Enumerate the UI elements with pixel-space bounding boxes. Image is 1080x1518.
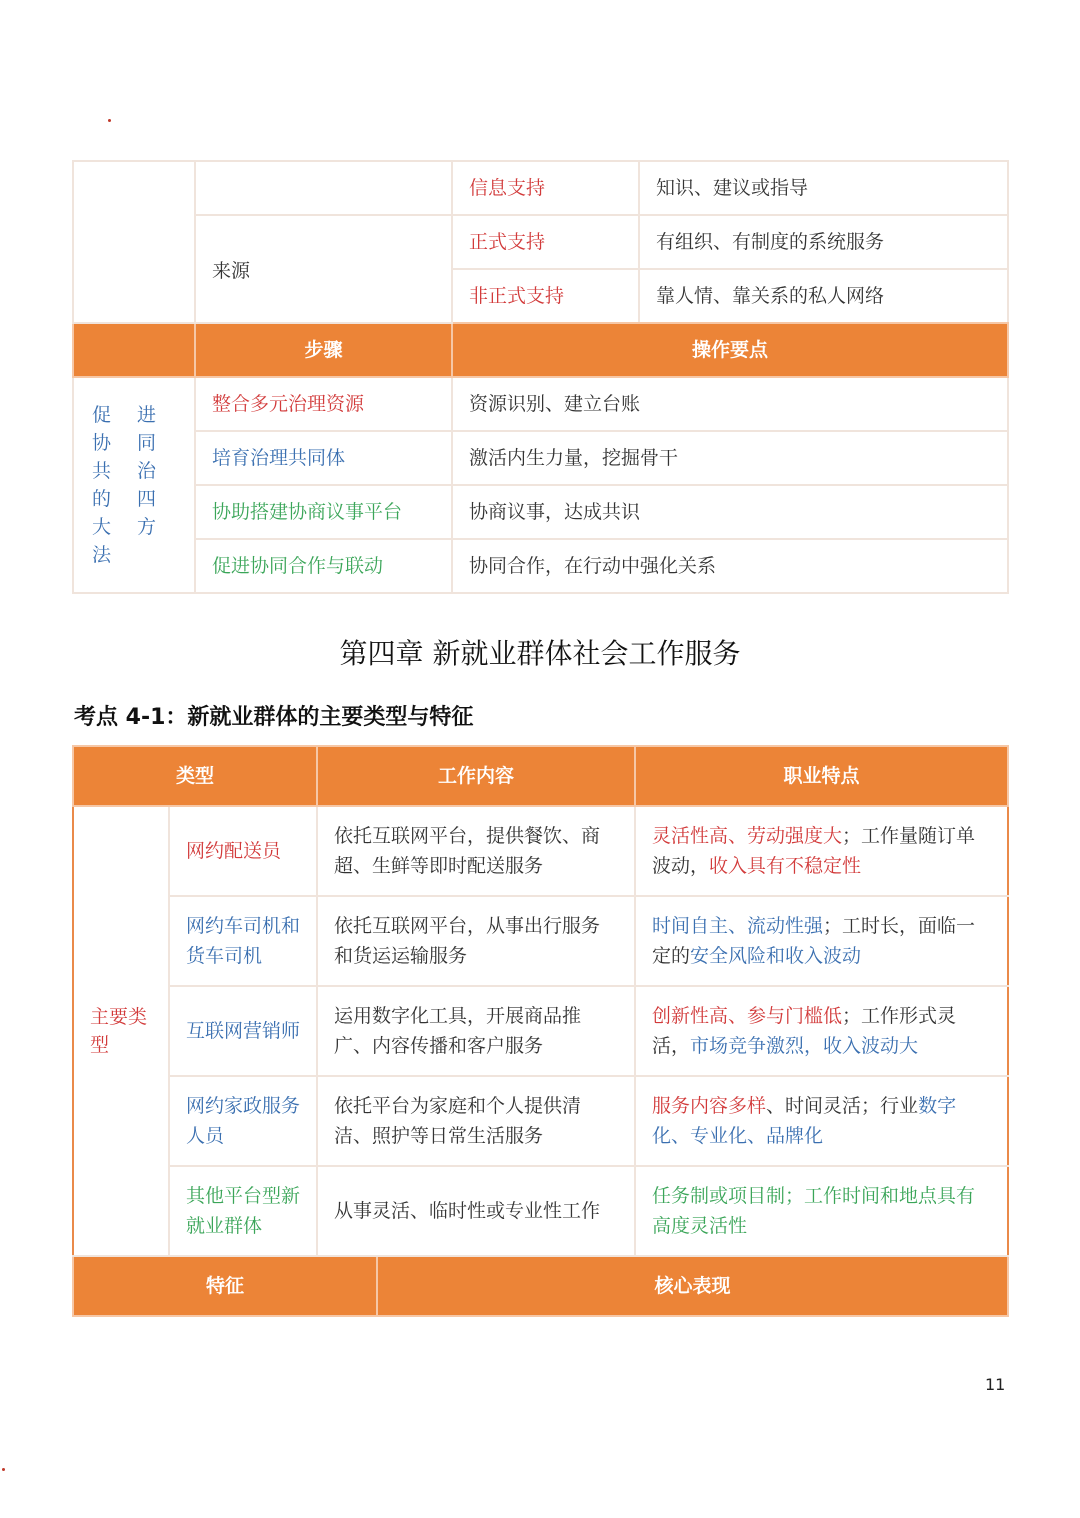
type-feature (635, 896, 1008, 986)
feature-part: ；工作形式灵活， (652, 1005, 957, 1057)
feature-part: 时间自主、流动性强 (652, 915, 824, 937)
group-label: 主要类型 (73, 806, 169, 1256)
feature-part: 市场竞争激烈，收入波动大 (690, 1035, 919, 1057)
feature-part: 数字化、专业化、品牌化 (652, 1095, 957, 1147)
blank-cell (195, 161, 452, 215)
type-content: 依托平台为家庭和个人提供清洁、照护等日常生活服务 (317, 1076, 635, 1166)
decor-dot (108, 119, 111, 122)
support-methods-table (72, 160, 1009, 594)
type-content: 运用数字化工具，开展商品推广、内容传播和客户服务 (317, 986, 635, 1076)
feature-part: 任务制或项目制；工作时间和地点具有高度灵活性 (652, 1185, 976, 1237)
source-label: 来源 (195, 215, 452, 323)
type-name: 网约车司机和货车司机 (169, 896, 317, 986)
new-employment-table (72, 745, 1009, 1317)
type-feature (635, 986, 1008, 1076)
type-feature (635, 1166, 1008, 1256)
type-content: 依托互联网平台，从事出行服务和货运运输服务 (317, 896, 635, 986)
header-points: 操作要点 (452, 323, 1008, 377)
feature-part: ；工时长，面临一定的 (652, 915, 976, 967)
support-type: 非正式支持 (452, 269, 639, 323)
type-feature (635, 806, 1008, 896)
type-name: 其他平台型新就业群体 (169, 1166, 317, 1256)
header-type: 类型 (73, 746, 317, 806)
support-type: 正式支持 (452, 215, 639, 269)
support-desc: 知识、建议或指导 (639, 161, 1008, 215)
blank-cell (73, 161, 195, 323)
feature-part: 、时间灵活；行业 (766, 1095, 919, 1117)
header-feature: 职业特点 (635, 746, 1008, 806)
method-point: 协同合作，在行动中强化关系 (452, 539, 1008, 593)
header-blank (73, 323, 195, 377)
method-point: 激活内生力量，挖掘骨干 (452, 431, 1008, 485)
method-step: 培育治理共同体 (195, 431, 452, 485)
decor-dot (2, 1468, 5, 1471)
type-name: 网约家政服务人员 (169, 1076, 317, 1166)
feature-part: 收入具有不稳定性 (709, 855, 862, 877)
support-desc: 靠人情、靠关系的私人网络 (639, 269, 1008, 323)
feature-part: 服务内容多样 (652, 1095, 767, 1117)
method-point: 协商议事，达成共识 (452, 485, 1008, 539)
method-step: 促进协同合作与联动 (195, 539, 452, 593)
type-content: 从事灵活、临时性或专业性工作 (317, 1166, 635, 1256)
type-content: 依托互联网平台，提供餐饮、商超、生鲜等即时配送服务 (317, 806, 635, 896)
type-name: 网约配送员 (169, 806, 317, 896)
method-label: 促 进 协 同 共 治 的 四 大 方法 (73, 377, 195, 593)
feature-part: 灵活性高、劳动强度大 (652, 825, 843, 847)
section-title: 考点 4-1：新就业群体的主要类型与特征 (74, 705, 474, 730)
header-content: 工作内容 (317, 746, 635, 806)
support-desc: 有组织、有制度的系统服务 (639, 215, 1008, 269)
footer-feature: 特征 (73, 1256, 377, 1316)
chapter-title: 第四章 新就业群体社会工作服务 (339, 637, 741, 670)
footer-core: 核心表现 (377, 1256, 1008, 1316)
support-type: 信息支持 (452, 161, 639, 215)
method-step: 整合多元治理资源 (195, 377, 452, 431)
method-step: 协助搭建协商议事平台 (195, 485, 452, 539)
method-point: 资源识别、建立台账 (452, 377, 1008, 431)
type-name: 互联网营销师 (169, 986, 317, 1076)
feature-part: 创新性高、参与门槛低 (652, 1005, 843, 1027)
page-number: 11 (985, 1375, 1006, 1394)
feature-part: ；工作量随订单波动， (652, 825, 976, 877)
feature-part: 安全风险和收入波动 (690, 945, 862, 967)
header-step: 步骤 (195, 323, 452, 377)
type-feature (635, 1076, 1008, 1166)
